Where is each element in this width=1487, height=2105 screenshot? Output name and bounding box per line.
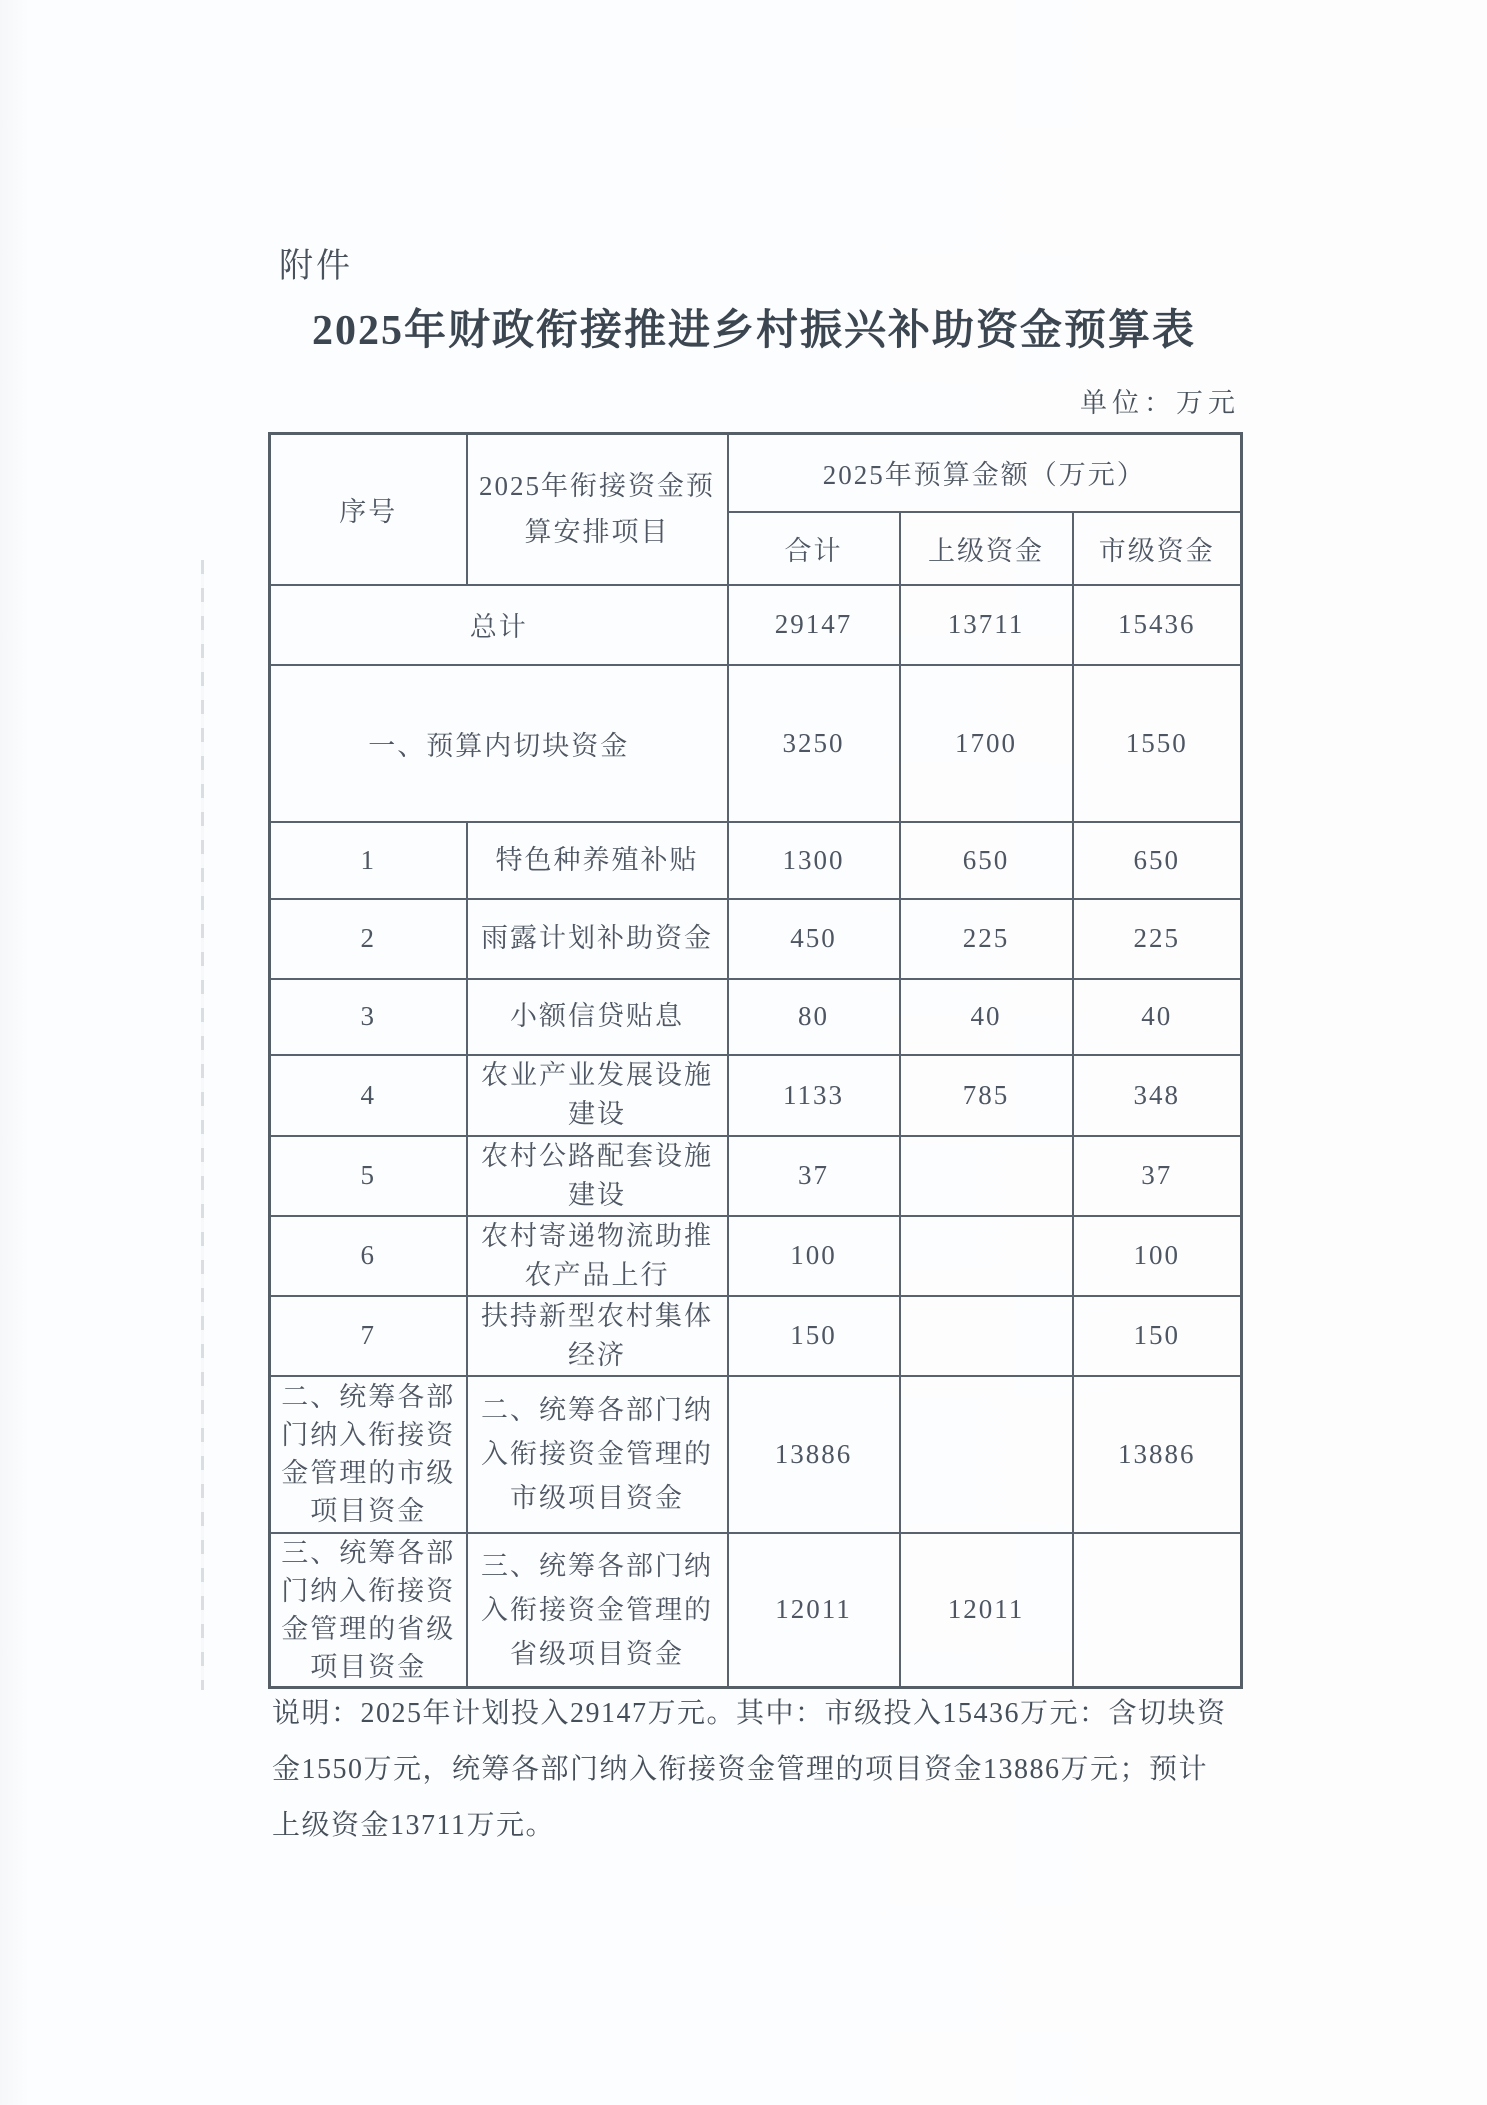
superior-value-cell [900, 1136, 1073, 1216]
table-row-section-2 [270, 1376, 1242, 1533]
municipal-value-cell: 37 [1073, 1136, 1242, 1216]
municipal-value-cell [1073, 1533, 1242, 1688]
seq-cell: 7 [270, 1296, 467, 1376]
seq-cell: 3 [270, 979, 467, 1055]
total-value-cell: 450 [728, 899, 900, 979]
header-total: 合计 [728, 512, 900, 585]
category-cell: 二、统筹各部门纳入衔接资金管理的市级项目资金 [270, 1376, 467, 1533]
table-row-section-1 [270, 665, 1242, 822]
municipal-value-cell: 100 [1073, 1216, 1242, 1296]
table-row [270, 899, 1242, 979]
project-name-cell: 特色种养殖补贴 [467, 822, 728, 899]
row-label-cell: 一、预算内切块资金 [270, 665, 728, 822]
municipal-value-cell: 225 [1073, 899, 1242, 979]
total-value-cell: 3250 [728, 665, 900, 822]
superior-value-cell: 1700 [900, 665, 1073, 822]
project-name-cell: 雨露计划补助资金 [467, 899, 728, 979]
total-value-cell: 80 [728, 979, 900, 1055]
table-row-grand-total [270, 585, 1242, 665]
superior-value-cell: 225 [900, 899, 1073, 979]
note-line: 上级资金13711万元。 [272, 1810, 555, 1841]
note-line: 说明：2025年计划投入29147万元。其中：市级投入15436万元：含切块资 [272, 1698, 1227, 1729]
unit-label: 单位：万元 [1080, 388, 1240, 418]
table-row [270, 1055, 1242, 1136]
project-name-cell: 农村寄递物流助推农产品上行 [467, 1216, 728, 1296]
superior-value-cell: 13711 [900, 585, 1073, 665]
header-superior: 上级资金 [900, 512, 1073, 585]
seq-cell: 2 [270, 899, 467, 979]
attachment-label: 附件 [279, 248, 353, 285]
total-value-cell: 37 [728, 1136, 900, 1216]
municipal-value-cell: 1550 [1073, 665, 1242, 822]
superior-value-cell: 40 [900, 979, 1073, 1055]
total-value-cell: 12011 [728, 1533, 900, 1688]
project-name-cell: 二、统筹各部门纳入衔接资金管理的市级项目资金 [467, 1376, 728, 1533]
seq-cell: 1 [270, 822, 467, 899]
header-seq: 序号 [270, 434, 467, 585]
superior-value-cell: 650 [900, 822, 1073, 899]
municipal-value-cell: 348 [1073, 1055, 1242, 1136]
table-row [270, 822, 1242, 899]
category-cell: 三、统筹各部门纳入衔接资金管理的省级项目资金 [270, 1533, 467, 1688]
budget-table [268, 432, 1243, 1689]
total-value-cell: 150 [728, 1296, 900, 1376]
document-title: 2025年财政衔接推进乡村振兴补助资金预算表 [311, 308, 1196, 354]
note [272, 1686, 1247, 1854]
header-municipal: 市级资金 [1073, 512, 1242, 585]
row-label-cell: 总计 [270, 585, 728, 665]
municipal-value-cell: 650 [1073, 822, 1242, 899]
municipal-value-cell: 13886 [1073, 1376, 1242, 1533]
superior-value-cell: 12011 [900, 1533, 1073, 1688]
scan-artifact-line [201, 560, 204, 1690]
superior-value-cell [900, 1376, 1073, 1533]
header-amount-group: 2025年预算金额（万元） [728, 434, 1242, 512]
total-value-cell: 29147 [728, 585, 900, 665]
municipal-value-cell: 15436 [1073, 585, 1242, 665]
table-row-section-3 [270, 1533, 1242, 1688]
superior-value-cell [900, 1216, 1073, 1296]
seq-cell: 4 [270, 1055, 467, 1136]
superior-value-cell: 785 [900, 1055, 1073, 1136]
project-name-cell: 农村公路配套设施建设 [467, 1136, 728, 1216]
total-value-cell: 13886 [728, 1376, 900, 1533]
project-name-cell: 三、统筹各部门纳入衔接资金管理的省级项目资金 [467, 1533, 728, 1688]
total-value-cell: 1300 [728, 822, 900, 899]
note-line: 金1550万元，统筹各部门纳入衔接资金管理的项目资金13886万元；预计 [272, 1754, 1209, 1785]
table-row [270, 1296, 1242, 1376]
project-name-cell: 扶持新型农村集体经济 [467, 1296, 728, 1376]
table-row [270, 1216, 1242, 1296]
project-name-cell: 小额信贷贴息 [467, 979, 728, 1055]
seq-cell: 6 [270, 1216, 467, 1296]
table-row [270, 1136, 1242, 1216]
header-project: 2025年衔接资金预算安排项目 [467, 434, 728, 585]
table-row [270, 979, 1242, 1055]
total-value-cell: 1133 [728, 1055, 900, 1136]
municipal-value-cell: 150 [1073, 1296, 1242, 1376]
total-value-cell: 100 [728, 1216, 900, 1296]
municipal-value-cell: 40 [1073, 979, 1242, 1055]
table-header-row [270, 434, 1242, 512]
seq-cell: 5 [270, 1136, 467, 1216]
superior-value-cell [900, 1296, 1073, 1376]
project-name-cell: 农业产业发展设施建设 [467, 1055, 728, 1136]
